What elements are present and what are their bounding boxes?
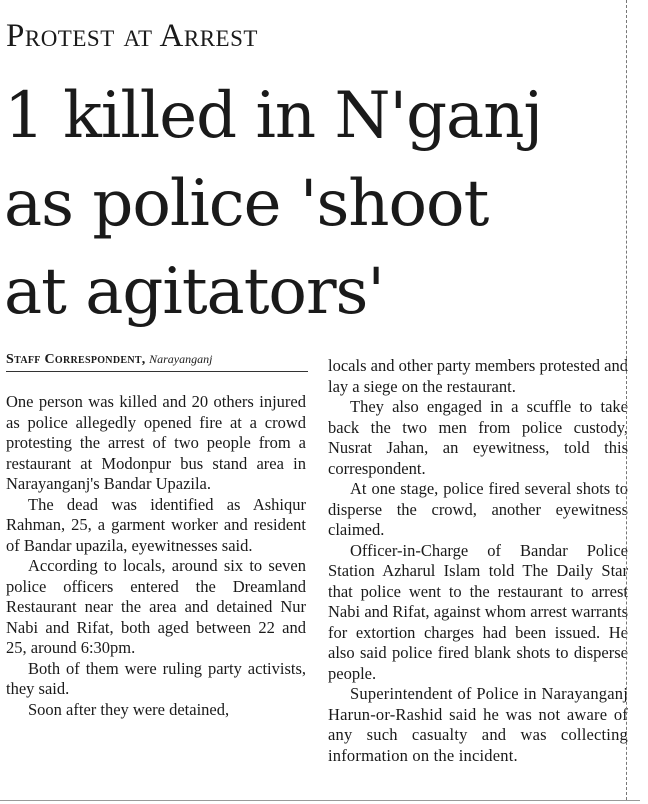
article-column-1: [6, 392, 306, 720]
article-paragraph: locals and other party members protested and lay a siege on the restaurant.: [328, 356, 628, 396]
article-paragraph: Both of them were ruling party activists, they said.: [6, 658, 306, 698]
article-paragraph: One person was killed and 20 others injured as police allegedly opened fire at a crowd protesting the arrest of two people from a restaurant at Modonpur bus stand area in Narayanganj's Bandar Upazila.: [6, 392, 306, 493]
headline-line: as police 'shoot: [4, 167, 489, 241]
column-divider: [626, 0, 627, 800]
article-headline: [4, 72, 619, 336]
article-kicker: Protest at Arrest: [6, 18, 258, 54]
article-paragraph: Soon after they were detained,: [28, 699, 230, 719]
article-paragraph: Superintendent of Police in Narayanganj Harun-or-Rashid said he was not aware of any such casualty and was collecting information on the incident.: [328, 684, 628, 765]
article-paragraph: Officer-in-Charge of Bandar Police Station Azharul Islam told The Daily Star that police went to the restaurant to arrest Nabi and Rifat, against whom arrest warrants for extortion charges had been issued. He also said police fired blank shots to disperse people.: [328, 540, 628, 683]
bottom-rule: [0, 800, 640, 801]
byline: [6, 352, 308, 372]
article-column-2: [328, 356, 628, 766]
article-paragraph: According to locals, around six to seven police officers entered the Dreamland Restaurant near the area and detained Nur Nabi and Rifat, both aged between 22 and 25, around 6:30pm.: [6, 556, 306, 657]
byline-location: Narayanganj: [149, 352, 213, 366]
headline-line: 1 killed in N'ganj: [4, 79, 543, 153]
byline-author: Staff Correspondent,: [6, 352, 146, 367]
headline-line: at agitators': [4, 255, 384, 329]
article-paragraph: They also engaged in a scuffle to take back the two men from police custody, Nusrat Jahan, an eyewitness, told this correspondent.: [328, 397, 628, 478]
adjacent-column-edge: [634, 0, 648, 804]
article-paragraph: The dead was identified as Ashiqur Rahman, 25, a garment worker and resident of Bandar upazila, eyewitnesses said.: [6, 494, 306, 555]
article-paragraph: At one stage, police fired several shots to disperse the crowd, another eyewitness claimed.: [328, 479, 628, 539]
